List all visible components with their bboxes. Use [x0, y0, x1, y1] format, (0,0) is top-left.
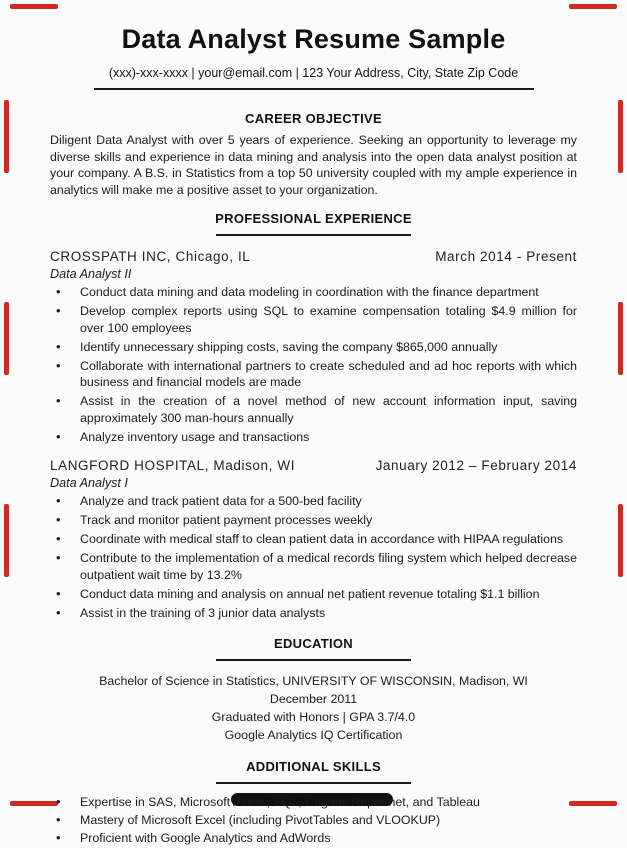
job-header — [50, 249, 577, 264]
job-bullet: • Analyze and track patient data for a 500-bed facility — [50, 493, 577, 510]
border-dash-right-1 — [618, 100, 623, 173]
job-bullet: • Identify unnecessary shipping costs, saving the company $865,000 annually — [50, 339, 577, 356]
section-heading-skills: ADDITIONAL SKILLS — [246, 759, 381, 774]
education-degree: Bachelor of Science in Statistics, UNIVERSITY OF WISCONSIN, Madison, WI — [99, 674, 528, 688]
border-dash-right-3 — [618, 504, 623, 577]
job-bullet: • Analyze inventory usage and transactions — [50, 429, 577, 446]
job-bullet: • Assist in the creation of a novel method of new account information input, saving approximately 300 man-hours annually — [50, 393, 577, 426]
education-details — [50, 672, 577, 744]
job-bullet: • Assist in the training of 3 junior data analysts — [50, 605, 577, 622]
job-bullet: • Conduct data mining and analysis on annual net patient revenue totaling $1.1 billion — [50, 586, 577, 603]
job-bullet: • Track and monitor patient payment processes weekly — [50, 512, 577, 529]
section-underline-skills — [216, 782, 411, 784]
job-bullet: • Contribute to the implementation of a medical records filing system which helped decrease outpatient wait time by 13.2% — [50, 550, 577, 583]
section-heading-experience: PROFESSIONAL EXPERIENCE — [215, 211, 412, 226]
skill-bullet: • Proficient with Google Analytics and AdWords — [50, 830, 577, 847]
section-heading-education: EDUCATION — [273, 636, 353, 651]
employment-dates: March 2014 - Present — [435, 249, 577, 264]
job-bullet: • Collaborate with international partners to create scheduled and ad hoc reports with which business and financial models are made — [50, 358, 577, 391]
job-title: Data Analyst II — [50, 267, 132, 281]
job-bullet: • Develop complex reports using SQL to examine compensation totaling $4.9 million for over 100 employees — [50, 303, 577, 336]
section-underline-education — [216, 659, 411, 661]
job-title: Data Analyst I — [50, 476, 128, 490]
border-dash-left-2 — [4, 302, 9, 375]
job-entry-langford — [50, 458, 577, 621]
skills-list — [50, 794, 577, 847]
contact-line: (xxx)-xxx-xxxx | your@email.com | 123 Your Address, City, State Zip Code — [108, 66, 519, 80]
employer-name: CROSSPATH INC, Chicago, IL — [50, 249, 251, 264]
page-title: Data Analyst Resume Sample — [121, 24, 506, 54]
resume-content — [50, 0, 577, 848]
section-heading-objective: CAREER OBJECTIVE — [245, 111, 382, 126]
border-dash-left-1 — [4, 100, 9, 173]
skill-bullet: • Mastery of Microsoft Excel (including PivotTables and VLOOKUP) — [50, 812, 577, 829]
education-date: December 2011 — [269, 692, 358, 706]
job-bullet: • Conduct data mining and data modeling in coordination with the finance department — [50, 284, 577, 301]
section-underline-experience — [216, 234, 411, 236]
border-dash-left-3 — [4, 504, 9, 577]
job-bullet-list — [50, 493, 577, 621]
job-entry-crosspath — [50, 249, 577, 445]
employment-dates: January 2012 – February 2014 — [375, 458, 577, 473]
job-header — [50, 458, 577, 473]
education-certification: Google Analytics IQ Certification — [224, 728, 403, 742]
employer-name: LANGFORD HOSPITAL, Madison, WI — [50, 458, 296, 473]
education-honors: Graduated with Honors | GPA 3.7/4.0 — [211, 710, 416, 724]
skill-bullet: • Expertise in SAS, Microsoft Acess, SQL, Cognos Reportnet, and Tableau — [50, 794, 577, 811]
header-divider — [94, 88, 534, 90]
job-bullet-list — [50, 284, 577, 445]
border-dash-right-2 — [618, 302, 623, 375]
objective-text: Diligent Data Analyst with over 5 years of experience. Seeking an opportunity to leverage my diverse skills and experience in data mining and analysis into the open data analyst position at your company. A B.S. in Statistics from a top 50 university coupled with my ample experience in analytics will make me a positive asset to your organization. — [50, 133, 577, 197]
job-bullet: • Coordinate with medical staff to clean patient data in accordance with HIPAA regulations — [50, 531, 577, 548]
